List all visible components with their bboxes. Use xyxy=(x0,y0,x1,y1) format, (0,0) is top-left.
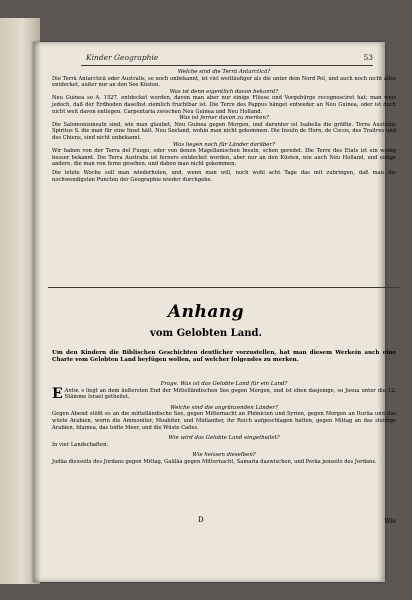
catchword: Wie xyxy=(384,518,396,525)
appendix-qa xyxy=(52,381,396,466)
frage-label: Frage. xyxy=(160,381,179,387)
upper-text xyxy=(52,69,396,183)
frage-line xyxy=(52,381,396,388)
appendix-intro xyxy=(52,350,396,364)
section-rule xyxy=(48,287,400,288)
answer: Die Salomonisinsuln sind, wie man glaubet, Neu Guinea gegen Morgen, und darunter ist Isabella die größte. Terra Australis Spiritus S. die man für eine Insel hält. Neu Seeland, wohin man nicht gekommen. Die Insuln de Horn, de Cocos, des Traitres und des Chiens, sind nicht unbekannt. xyxy=(52,121,396,141)
header-rule xyxy=(81,65,373,66)
answer: In vier Landschaften. xyxy=(52,441,109,448)
antwort-line xyxy=(52,385,397,402)
answer: Neu Guinea so A. 1527. entdecket worden, davon man aber nur einige Flüsse und Vorgebürge recognosciret hat; man weis jedoch, daß der Erdboden daselbst ziemlich fruchtbar ist. Die Terre des Pappus hänget entweder an Neu Guinea, oder ist doch nicht weit davon entlegen. Carpentaria zwischen Neu Guinea und Neu Holland. xyxy=(52,95,396,115)
answer: Wir haben von der Terra del Fuego, oder von denen Magellanischen Insuln, schon geredet. Die Terre des Etats ist ein wenig besser bekannt. Die Terra Australis ist ferners entdecket worden, aber nur an den Küsten, wie auch Neu Holland, und einige andere, die man von ferne gesehen, und daben man nicht gekommen. xyxy=(52,148,396,168)
page-number: 53 xyxy=(363,53,373,62)
signature-mark: D xyxy=(198,516,204,524)
appendix-subtitle: vom Gelobten Land. xyxy=(150,328,262,339)
drop-cap: E xyxy=(52,385,63,402)
running-head: Kinder Geographie xyxy=(86,53,159,62)
appendix-title: Anhang xyxy=(167,302,245,322)
antwort-text: s liegt an dem äußersten End der Mittelländischen See gegen Morgen, und ist eben dasjenige, so Josua unter die 12. Stämme Israel getheilet. xyxy=(64,387,397,401)
question: Welche sind die angränzenden Länder? xyxy=(170,404,278,411)
answer: Die Terrä Antarcticä oder Australis, so noch unbekannt, ist viel weitläufiger als die unter dem Nord Pol, und auch noch nicht alles entdecket, außer nur an den See Küsten. xyxy=(52,75,396,89)
question: Welche sind die Terrä Antarcticä? xyxy=(177,69,271,75)
intro-text: Um den Kindern die Biblischen Geschichten deutlicher vorzustellen, hat man diesem Werkein auch eine Charte vom Gelobten Land beyfügen wollen, auf welcher folgendes zu merken. xyxy=(52,350,396,363)
question: Was ist denn eigentlich davon bekannt? xyxy=(169,88,279,95)
answer: Judäa diesseits des Jordans gegen Mittag, Galiläa gegen Mitternacht, Samaria dazwischen, und Peräa jenseits des Jordans. xyxy=(52,458,377,465)
question: Was ist ferner davon zu merken? xyxy=(179,115,269,122)
question: Was liegen noch für Länder darüber? xyxy=(173,141,275,148)
frage-text: Was ist das Gelobte Land für ein Land? xyxy=(180,381,288,387)
question: Wie wird das Gelobte Land eingetheilet? xyxy=(168,435,280,442)
page-header xyxy=(33,53,385,67)
antwort-label: Antw. xyxy=(64,387,80,394)
question: Wie heissen dieselben? xyxy=(192,452,256,459)
answer: Die letzte Woche soll man wiederholen, und, wenn man will, noch wohl acht Tage das mit zubringen, daß man die nochwendigsten Puncten der Geographie wieder durchgehe. xyxy=(52,169,396,183)
answer: Gegen Abend stößt es an die mittelländische See, gegen Mitternacht an Phönicien und Syrien, gegen Morgen an Ituräa und das wüste Arabien, worin die Ammoniter, Moabiter, und Midianiter, ihr Reich aufgeschlagen hatten, gegen Mittag an das steinige Arabien, Idumea, das todte Meer, und die Wüste Cades. xyxy=(52,411,396,431)
